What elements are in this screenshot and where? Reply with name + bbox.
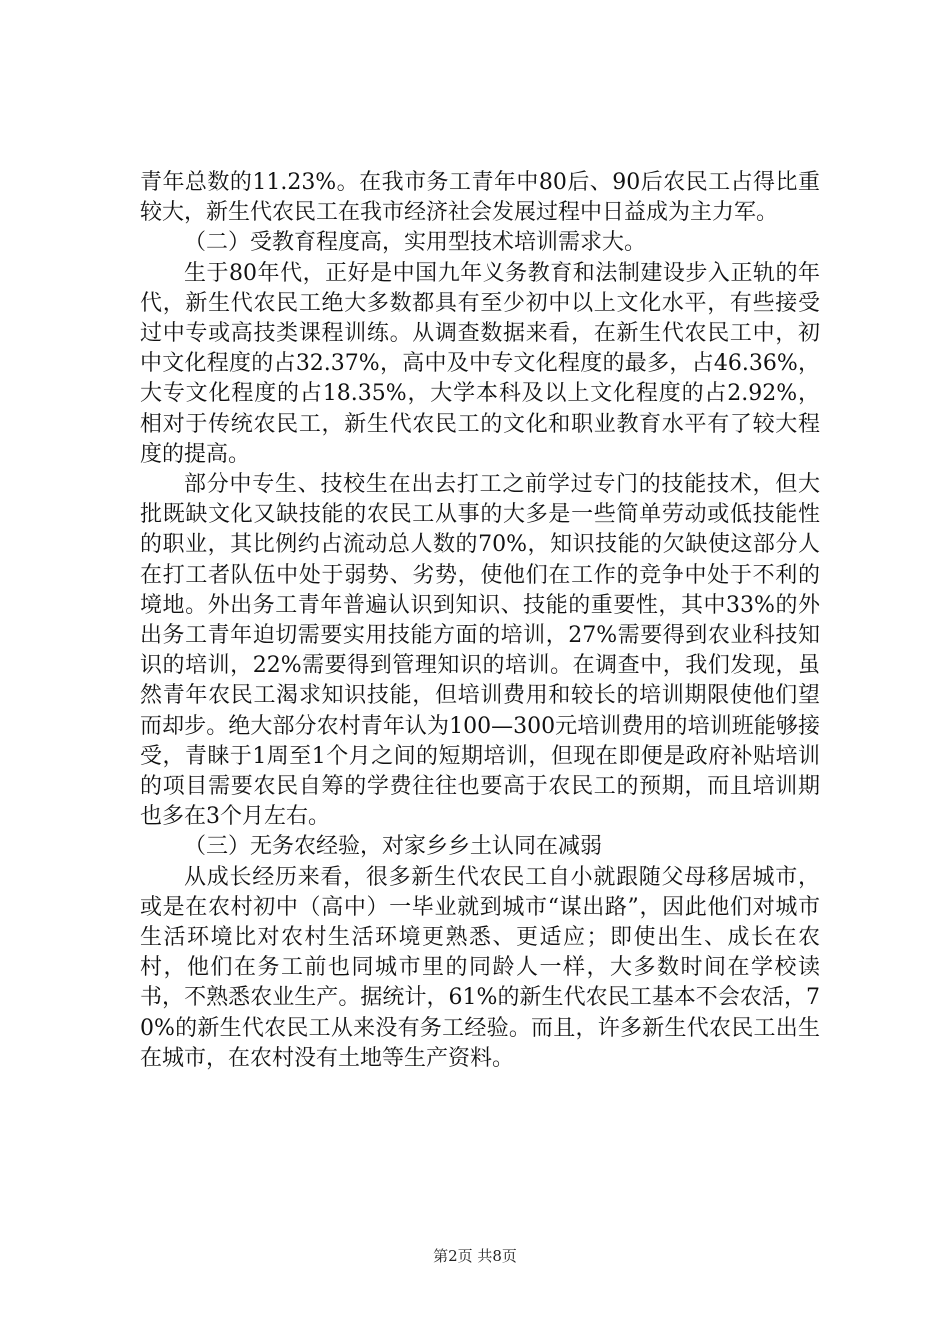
section-heading-2: （二）受教育程度高，实用型技术培训需求大。 xyxy=(184,230,647,256)
paragraph-training: 部分中专生、技校生在出去打工之前学过专门的技能技术，但大批既缺文化又缺技能的农民工从事的大多是一些简单劳动或低技能性的职业，其比例约占流动总人数的70%，知识技能的欠缺使这部分人在打工者队伍中处于弱势、劣势，使他们在工作的竞争中处于不利的境地。外出务工青年普遍认识到知识、技能的重要性，其中33%的外出务工青年迫切需要实用技能方面的培训，27%需要得到农业科技知识的培训，22%需要得到管理知识的培训。在调查中，我们发现，虽然青年农民工渴求知识技能，但培训费用和较长的培训期限使他们望而却步。绝大部分农村青年认为100—300元培训费用的培训班能够接受，青睐于1周至1个月之间的短期培训，但现在即便是政府补贴培训的项目需要农民自筹的学费往往也要高于农民工的预期，而且培训期也多在3个月左右。 xyxy=(140,472,820,830)
paragraph-continuation: 青年总数的11.23%。在我市务工青年中80后、90后农民工占得比重较大，新生代农民工在我市经济社会发展过程中日益成为主力军。 xyxy=(140,170,820,226)
page-footer: 第2页 共8页 xyxy=(433,1247,517,1265)
section-heading-3: （三）无务农经验，对家乡乡土认同在减弱 xyxy=(184,834,603,860)
paragraph-farming-experience: 从成长经历来看，很多新生代农民工自小就跟随父母移居城市，或是在农村初中（高中）一毕业就到城市“谋出路”，因此他们对城市生活环境比对农村生活环境更熟悉、更适应；即使出生、成长在农村，他们在务工前也同城市里的同龄人一样，大多数时间在学校读书，不熟悉农业生产。据统计，61%的新生代农民工基本不会农活，70%的新生代农民工从来没有务工经验。而且，许多新生代农民工出生在城市，在农村没有土地等生产资料。 xyxy=(140,864,820,1071)
paragraph-education: 生于80年代，正好是中国九年义务教育和法制建设步入正轨的年代，新生代农民工绝大多数都具有至少初中以上文化水平，有些接受过中专或高技类课程训练。从调查数据来看，在新生代农民工中，初中文化程度的占32.37%，高中及中专文化程度的最多，占46.36%，大专文化程度的占18.35%，大学本科及以上文化程度的占2.92%，相对于传统农民工，新生代农民工的文化和职业教育水平有了较大程度的提高。 xyxy=(140,260,820,467)
document-body xyxy=(140,168,820,1074)
